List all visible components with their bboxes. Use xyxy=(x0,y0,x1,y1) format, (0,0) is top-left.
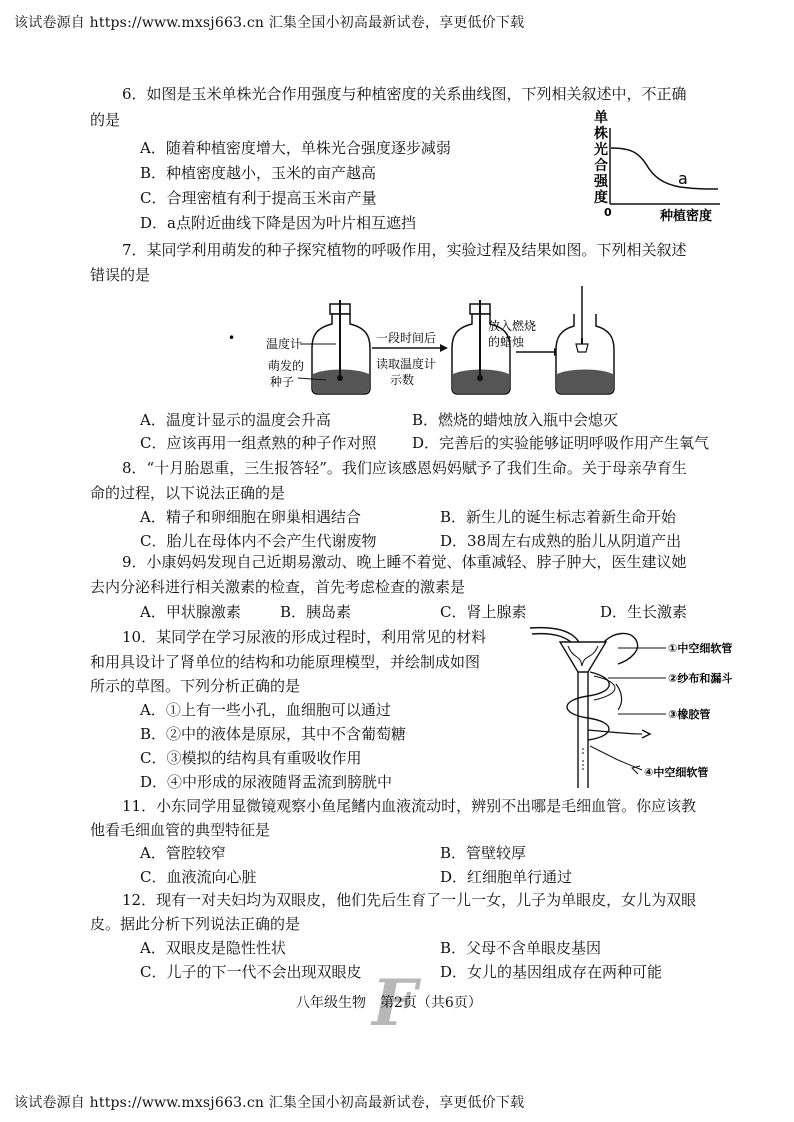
q8-option-a: A．精子和卵细胞在卵巢相遇结合 xyxy=(140,508,361,526)
q7-option-c: C．应该再用一组煮熟的种子作对照 xyxy=(140,434,377,452)
q6-stem-line2: 的是 xyxy=(90,111,121,129)
q12-option-a: A．双眼皮是隐性性状 xyxy=(140,939,286,957)
q6-option-b: B．种植密度越小，玉米的亩产越高 xyxy=(140,164,377,182)
q6-option-a: A．随着种植密度增大，单株光合强度逐步减弱 xyxy=(140,139,451,157)
watermark-f: F xyxy=(372,966,418,1041)
q11-option-c: C．血液流向心脏 xyxy=(140,868,257,886)
q9-stem-line1: 9．小康妈妈发现自己近期易激动、晚上睡不着觉、体重减轻、脖子肿大，医生建议她 xyxy=(122,553,687,571)
q10-label-2: ②纱布和漏斗 xyxy=(668,672,733,685)
q11-option-d: D．红细胞单行通过 xyxy=(440,868,573,886)
page-footer: 八年级生物 第2页（共6页） xyxy=(296,995,482,1011)
q6-ylabel xyxy=(593,109,609,206)
q7-stem-line2: 错误的是 xyxy=(90,266,151,284)
q6-density-graph xyxy=(580,108,730,224)
q10-option-d: D．④中形成的尿液随肾盂流到膀胱中 xyxy=(140,773,393,791)
q6-stem-line1: 6．如图是玉米单株光合作用强度与种植密度的关系曲线图，下列相关叙述中，不正确 xyxy=(122,85,687,103)
q7-label-step3a: 放入燃烧 xyxy=(488,319,537,333)
q7-marker-dot: • xyxy=(228,331,236,345)
q8-option-d: D．38周左右成熟的胎儿从阴道产出 xyxy=(440,532,682,550)
q10-stem-line3: 所示的草图。下列分析正确的是 xyxy=(90,677,301,695)
source-header: 该试卷源自 https://www.mxsj663.cn 汇集全国小初高最新试卷，享更低价下载 xyxy=(14,15,525,31)
q8-option-b: B．新生儿的诞生标志着新生命开始 xyxy=(440,508,677,526)
q10-option-c: C．③模拟的结构具有重吸收作用 xyxy=(140,749,362,767)
q7-label-step3b: 的蜡烛 xyxy=(488,335,525,349)
q6-ylabel-char: 光 xyxy=(594,142,608,158)
q9-option-d: D．生长激素 xyxy=(600,603,688,621)
q10-nephron-model xyxy=(518,620,742,790)
q7-label-thermometer: 温度计 xyxy=(266,337,303,351)
q11-option-a: A．管腔较窄 xyxy=(140,844,226,862)
q11-stem-line2: 他看毛细血管的典型特征是 xyxy=(90,821,271,839)
q10-stem-line1: 10．某同学在学习尿液的形成过程时，利用常见的材料 xyxy=(122,628,487,646)
q10-label-4: ④中空细软管 xyxy=(644,766,709,779)
q10-funnel xyxy=(560,642,606,672)
q10-option-b: B．②中的液体是原尿，其中不含葡萄糖 xyxy=(140,725,407,743)
q9-stem-line2: 去内分泌科进行相关激素的检查，首先考虑检查的激素是 xyxy=(90,578,466,596)
q7-option-d: D．完善后的实验能够证明呼吸作用产生氧气 xyxy=(412,434,710,452)
q6-ylabel-char: 单 xyxy=(594,110,608,126)
q11-option-b: B．管壁较厚 xyxy=(440,844,527,862)
q10-label-1: ①中空细软管 xyxy=(668,642,733,655)
q6-ylabel-char: 合 xyxy=(594,158,608,174)
q7-option-b: B．燃烧的蜡烛放入瓶中会熄灭 xyxy=(412,411,619,429)
q6-point-a-label: a xyxy=(678,169,688,188)
q7-label-step1: 一段时间后 xyxy=(376,331,437,345)
q12-option-d: D．女儿的基因组成存在两种可能 xyxy=(440,963,663,981)
q8-option-c: C．胎儿在母体内不会产生代谢废物 xyxy=(140,532,377,550)
q7-label-seed-1: 萌发的 xyxy=(268,359,305,373)
q6-option-d: D．a点附近曲线下降是因为叶片相互遮挡 xyxy=(140,214,416,232)
q8-stem-line2: 命的过程，以下说法正确的是 xyxy=(90,484,286,502)
q12-option-c: C．儿子的下一代不会出现双眼皮 xyxy=(140,963,362,981)
q6-option-c: C．合理密植有利于提高玉米亩产量 xyxy=(140,189,377,207)
q12-stem-line2: 皮。据此分析下列说法正确的是 xyxy=(90,915,301,933)
q7-label-step2b: 示数 xyxy=(390,373,415,387)
q10-option-a: A．①上有一些小孔，血细胞可以通过 xyxy=(140,701,391,719)
q12-stem-line1: 12．现有一对夫妇均为双眼皮，他们先后生育了一儿一女，儿子为单眼皮，女儿为双眼 xyxy=(122,891,697,909)
q7-bottle-3 xyxy=(556,286,614,394)
q9-option-a: A．甲状腺激素 xyxy=(140,603,241,621)
q6-origin-label: 0 xyxy=(604,206,612,219)
q7-label-step2a: 读取温度计 xyxy=(376,357,437,371)
q6-ylabel-char: 株 xyxy=(594,126,608,142)
q12-option-b: B．父母不含单眼皮基因 xyxy=(440,939,602,957)
q7-stem-line1: 7．某同学利用萌发的种子探究植物的呼吸作用，实验过程及结果如图。下列相关叙述 xyxy=(122,241,687,259)
q6-curve xyxy=(611,148,718,189)
q10-label-3: ③橡胶管 xyxy=(668,708,711,721)
q6-xlabel: 种植密度 xyxy=(660,209,713,224)
q7-experiment-figure xyxy=(226,282,638,402)
q6-ylabel-char: 度 xyxy=(594,190,608,206)
q7-option-a: A．温度计显示的温度会升高 xyxy=(140,411,331,429)
q11-stem-line1: 11．小东同学用显微镜观察小鱼尾鳍内血液流动时，辨别不出哪是毛细血管。你应该教 xyxy=(122,797,697,815)
q9-option-c: C．肾上腺素 xyxy=(440,603,527,621)
q10-stem-line2: 和用具设计了肾单位的结构和功能原理模型，并绘制成如图 xyxy=(90,653,481,671)
q9-option-b: B．胰岛素 xyxy=(280,603,352,621)
q7-label-seed-2: 种子 xyxy=(270,375,295,389)
q6-ylabel-char: 强 xyxy=(594,174,608,190)
q8-stem-line1: 8．“十月胎恩重，三生报答轻”。我们应该感恩妈妈赋予了我们生命。关于母亲孕育生 xyxy=(122,459,687,477)
source-footer: 该试卷源自 https://www.mxsj663.cn 汇集全国小初高最新试卷，享更低价下载 xyxy=(14,1095,525,1111)
